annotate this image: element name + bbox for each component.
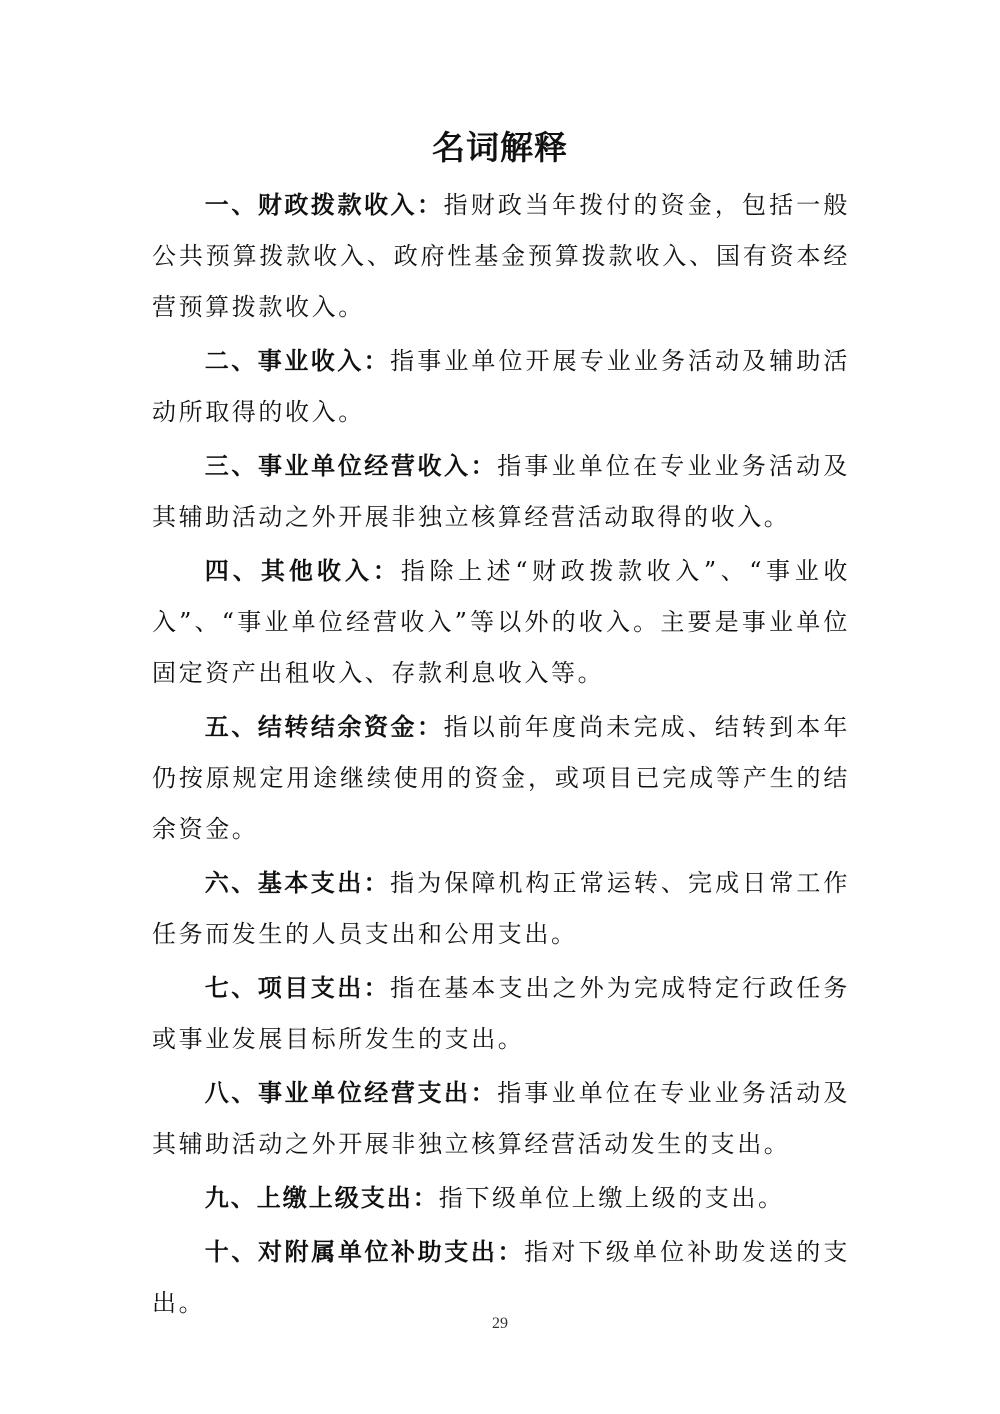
definition-item [152,546,850,699]
definition-term: 四、其他收入： [204,557,401,585]
definition-text: 指以前年度尚未完成、结转到本年仍按原规定用途继续使用的资金，或项目已完成等产生的结余资金。 [152,713,851,843]
definition-term: 三、事业单位经营收入： [204,452,498,480]
definition-item [152,1173,850,1224]
definition-item [152,963,850,1065]
definition-text: 指事业单位在专业业务活动及其辅助活动之外开展非独立核算经营活动发生的支出。 [152,1079,850,1158]
definitions-list [152,180,850,1332]
definition-term: 六、基本支出： [204,869,391,897]
definition-item [152,858,850,960]
definition-term: 九、上缴上级支出： [204,1184,439,1212]
definition-item [152,702,850,855]
definition-item [152,441,850,543]
definition-text: 指财政当年拨付的资金，包括一般公共预算拨款收入、政府性基金预算拨款收入、国有资本经营预算拨款收入。 [152,191,851,321]
definition-text: 指下级单位上缴上级的支出。 [438,1184,785,1212]
definition-term: 七、项目支出： [204,974,391,1002]
definition-term: 一、财政拨款收入： [204,191,444,219]
page-title: 名词解释 [432,128,568,167]
definition-text: 指除上述“财政拨款收入”、“事业收入”、“事业单位经营收入”等以外的收入。主要是事业单位固定资产出租收入、存款利息收入等。 [152,557,850,687]
definition-item [152,1227,850,1329]
definition-text: 指事业单位在专业业务活动及其辅助活动之外开展非独立核算经营活动取得的收入。 [152,452,850,531]
definition-text: 指在基本支出之外为完成特定行政任务或事业发展目标所发生的支出。 [152,974,851,1053]
definition-text: 指事业单位开展专业业务活动及辅助活动所取得的收入。 [152,347,851,426]
definition-item [152,180,850,333]
definition-term: 二、事业收入： [204,347,391,375]
definition-item [152,336,850,438]
definition-term: 五、结转结余资金： [204,713,444,741]
definition-text: 指为保障机构正常运转、完成日常工作任务而发生的人员支出和公用支出。 [152,869,851,948]
page-number: 29 [492,1315,508,1332]
definition-term: 十、对附属单位补助支出： [204,1238,525,1266]
definition-term: 八、事业单位经营支出： [204,1079,498,1107]
definition-item [152,1068,850,1170]
definition-text: 指对下级单位补助发送的支出。 [152,1238,851,1317]
